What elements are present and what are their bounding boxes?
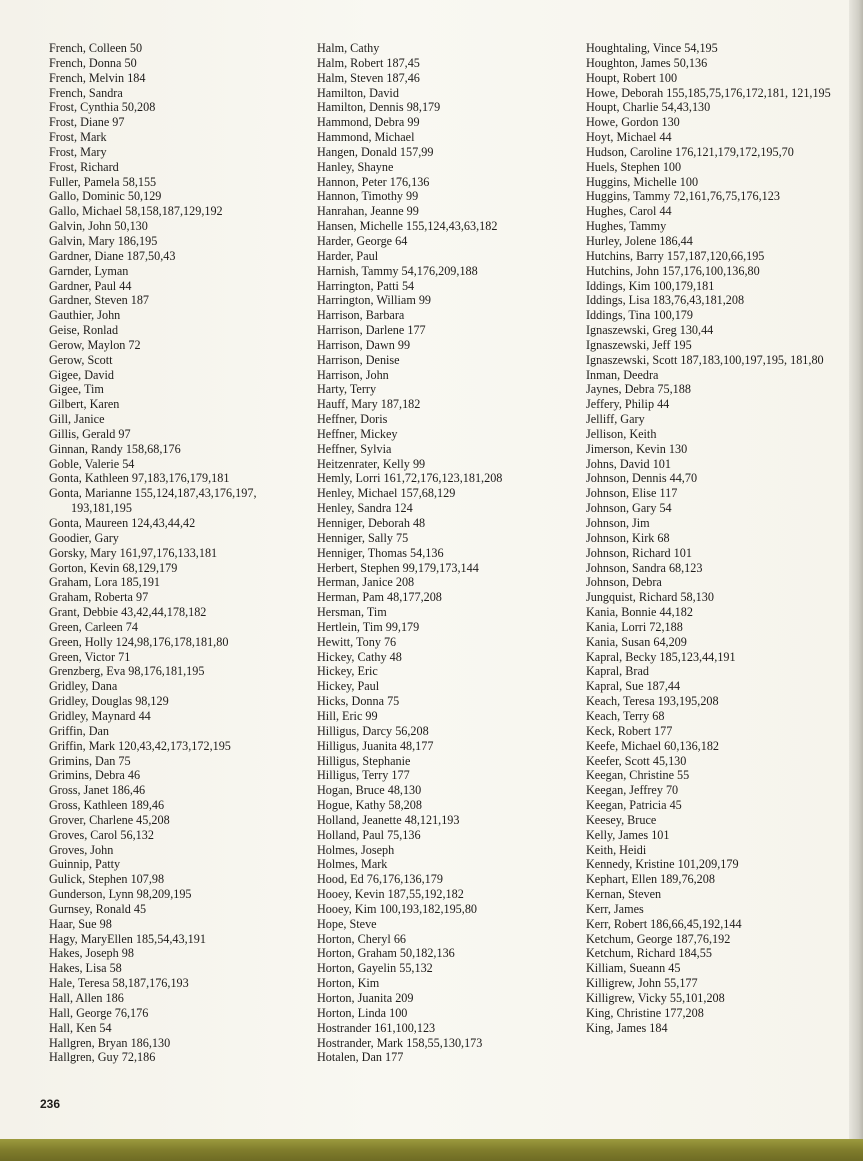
index-entry: Horton, Linda 100 <box>317 1005 408 1020</box>
index-entry: Kelly, James 101 <box>586 827 670 842</box>
index-entry: Johnson, Dennis 44,70 <box>586 471 698 486</box>
index-entry: Green, Victor 71 <box>49 649 131 664</box>
index-entry: Hooey, Kevin 187,55,192,182 <box>317 887 464 902</box>
index-entry: Hutchins, Barry 157,187,120,66,195 <box>586 248 765 263</box>
index-entry: Hallgren, Bryan 186,130 <box>49 1035 171 1050</box>
index-entry: Ketchum, Richard 184,55 <box>586 946 712 961</box>
index-entry: Heffner, Sylvia <box>317 441 392 456</box>
index-entry: Hall, Ken 54 <box>49 1020 112 1035</box>
index-entry: Houghton, James 50,136 <box>586 55 708 70</box>
index-entry: Hakes, Joseph 98 <box>49 946 134 961</box>
page-number: 236 <box>40 1097 61 1111</box>
index-entry: Hilligus, Juanita 48,177 <box>317 738 434 753</box>
index-entry: Hallgren, Guy 72,186 <box>49 1050 156 1065</box>
index-entry: Geise, Ronlad <box>49 323 119 338</box>
index-entry: Hannon, Peter 176,136 <box>317 174 430 189</box>
index-entry: Kerr, James <box>586 901 644 916</box>
index-entry: Gurnsey, Ronald 45 <box>49 901 147 916</box>
index-entry: Gauthier, John <box>49 308 121 323</box>
index-entry: Hudson, Caroline 176,121,179,172,195,70 <box>586 144 794 159</box>
index-entry: Griffin, Mark 120,43,42,173,172,195 <box>49 738 231 753</box>
index-entry: Hilligus, Stephanie <box>317 753 411 768</box>
index-entry: King, James 184 <box>586 1020 668 1035</box>
index-entry: Heffner, Mickey <box>317 426 398 441</box>
index-entry: Jungquist, Richard 58,130 <box>586 590 714 605</box>
index-entry: Gross, Janet 186,46 <box>49 783 146 798</box>
index-entry: Frost, Richard <box>49 159 119 174</box>
index-entry: Jimerson, Kevin 130 <box>586 441 688 456</box>
index-entry: Hagy, MaryEllen 185,54,43,191 <box>49 931 206 946</box>
index-entry: Gardner, Paul 44 <box>49 278 132 293</box>
index-entry: Keegan, Patricia 45 <box>586 798 682 813</box>
index-entry: Gigee, David <box>49 367 114 382</box>
index-entry: Hogan, Bruce 48,130 <box>317 783 422 798</box>
index-entry: Gallo, Dominic 50,129 <box>49 189 162 204</box>
index-entry: French, Melvin 184 <box>49 70 146 85</box>
index-entry: Kapral, Sue 187,44 <box>586 679 681 694</box>
index-entry: Johnson, Elise 117 <box>586 486 678 501</box>
index-entry: Houpt, Robert 100 <box>586 70 678 85</box>
index-entry: Johnson, Kirk 68 <box>586 530 670 545</box>
index-entry: Gonta, Maureen 124,43,44,42 <box>49 516 196 530</box>
index-entry: Kania, Lorri 72,188 <box>586 619 683 634</box>
index-entry: Gunderson, Lynn 98,209,195 <box>49 887 192 902</box>
index-entry: Gardner, Diane 187,50,43 <box>49 248 176 263</box>
index-entry: Iddings, Kim 100,179,181 <box>586 278 715 293</box>
index-entry: Holland, Paul 75,136 <box>317 827 421 842</box>
index-column-3 <box>586 41 848 1036</box>
index-entry: Grant, Debbie 43,42,44,178,182 <box>49 605 207 620</box>
index-entry: French, Sandra <box>49 85 123 100</box>
index-entry: Kephart, Ellen 189,76,208 <box>586 872 715 887</box>
index-entry: Kennedy, Kristine 101,209,179 <box>586 857 739 872</box>
index-entry: Hanley, Shayne <box>317 159 394 174</box>
index-entry: Henniger, Deborah 48 <box>317 516 426 530</box>
index-entry: Gridley, Maynard 44 <box>49 708 151 723</box>
index-entry: Iddings, Tina 100,179 <box>586 308 693 323</box>
index-entry: Hall, Allen 186 <box>49 991 124 1005</box>
index-entry: Huggins, Michelle 100 <box>586 174 699 189</box>
index-entry: Gigee, Tim <box>49 382 104 397</box>
index-entry: Hughes, Carol 44 <box>586 204 672 219</box>
index-entry: Frost, Cynthia 50,208 <box>49 100 156 115</box>
index-entry: Grimins, Debra 46 <box>49 768 141 783</box>
index-entry: Kerr, Robert 186,66,45,192,144 <box>586 916 742 931</box>
index-entry: Harder, George 64 <box>317 233 408 248</box>
index-entry: Hamilton, David <box>317 85 399 100</box>
index-entry: Inman, Deedra <box>586 367 659 382</box>
index-column-2 <box>317 41 585 1065</box>
index-entry: Gonta, Marianne 155,124,187,43,176,197, 193,181,195 <box>49 486 257 516</box>
index-entry: Groves, Carol 56,132 <box>49 827 154 842</box>
index-entry: French, Donna 50 <box>49 55 137 70</box>
index-entry: Horton, Kim <box>317 976 380 991</box>
index-entry: Gilbert, Karen <box>49 397 120 412</box>
index-entry: Ignaszewski, Scott 187,183,100,197,195, 181,80 <box>586 352 824 367</box>
index-entry: Jaynes, Debra 75,188 <box>586 382 691 397</box>
index-entry: Gardner, Steven 187 <box>49 293 150 308</box>
index-entry: Harrison, Barbara <box>317 308 405 323</box>
index-entry: Hilligus, Terry 177 <box>317 768 410 783</box>
index-entry: Halm, Robert 187,45 <box>317 55 420 70</box>
index-entry: Keach, Terry 68 <box>586 708 665 723</box>
index-entry: Graham, Roberta 97 <box>49 590 149 605</box>
index-entry: Grimins, Dan 75 <box>49 753 131 768</box>
index-entry: Harrison, Dawn 99 <box>317 337 411 352</box>
index-entry: Ginnan, Randy 158,68,176 <box>49 441 181 456</box>
index-entry: Ignaszewski, Greg 130,44 <box>586 323 714 338</box>
index-entry: Hogue, Kathy 58,208 <box>317 798 422 813</box>
index-entry: Harrington, William 99 <box>317 293 432 308</box>
index-entry: Hersman, Tim <box>317 605 387 620</box>
index-entry: Goodier, Gary <box>49 530 119 545</box>
index-entry: Gonta, Kathleen 97,183,176,179,181 <box>49 471 230 486</box>
index-entry: Horton, Graham 50,182,136 <box>317 946 455 961</box>
index-entry: Hamilton, Dennis 98,179 <box>317 100 441 115</box>
index-entry: Keefer, Scott 45,130 <box>586 753 687 768</box>
index-entry: Keesey, Bruce <box>586 812 657 827</box>
index-entry: Horton, Juanita 209 <box>317 991 414 1005</box>
index-entry: Hangen, Donald 157,99 <box>317 144 434 159</box>
index-entry: Henley, Michael 157,68,129 <box>317 486 456 501</box>
index-entry: Holland, Jeanette 48,121,193 <box>317 812 460 827</box>
index-entry: Grover, Charlene 45,208 <box>49 812 170 827</box>
index-entry: Gallo, Michael 58,158,187,129,192 <box>49 204 223 219</box>
index-entry: Kernan, Steven <box>586 887 662 902</box>
index-entry: Howe, Gordon 130 <box>586 115 680 130</box>
index-entry: Heffner, Doris <box>317 412 388 427</box>
index-entry: Gulick, Stephen 107,98 <box>49 872 165 887</box>
index-entry: Hammond, Michael <box>317 130 415 145</box>
index-entry: Heitzenrater, Kelly 99 <box>317 456 426 471</box>
index-entry: Goble, Valerie 54 <box>49 456 135 471</box>
index-entry: Halm, Cathy <box>317 41 380 55</box>
index-entry: French, Colleen 50 <box>49 41 143 55</box>
index-entry: Killigrew, Vicky 55,101,208 <box>586 991 725 1005</box>
index-entry: Gridley, Douglas 98,129 <box>49 694 169 709</box>
index-entry: Killigrew, John 55,177 <box>586 976 698 991</box>
index-entry: Griffin, Dan <box>49 723 110 738</box>
index-entry: Horton, Gayelin 55,132 <box>317 961 433 976</box>
index-entry: Hansen, Michelle 155,124,43,63,182 <box>317 219 498 234</box>
index-entry: Hickey, Paul <box>317 679 380 694</box>
page-edge-shadow <box>849 0 863 1161</box>
index-entry: Hickey, Eric <box>317 664 378 679</box>
index-entry: Hooey, Kim 100,193,182,195,80 <box>317 901 478 916</box>
index-entry: Johnson, Sandra 68,123 <box>586 560 703 575</box>
index-entry: Hickey, Cathy 48 <box>317 649 402 664</box>
index-entry: Hotalen, Dan 177 <box>317 1050 404 1065</box>
index-entry: Frost, Diane 97 <box>49 115 125 130</box>
index-entry: Galvin, Mary 186,195 <box>49 233 158 248</box>
index-entry: Howe, Deborah 155,185,75,176,172,181, 121,195 <box>586 85 831 100</box>
index-entry: Hertlein, Tim 99,179 <box>317 619 420 634</box>
index-entry: Iddings, Lisa 183,76,43,181,208 <box>586 293 745 308</box>
index-entry: Keach, Teresa 193,195,208 <box>586 694 719 709</box>
index-entry: Hewitt, Tony 76 <box>317 634 397 649</box>
index-entry: Hall, George 76,176 <box>49 1005 149 1020</box>
index-entry: Johnson, Richard 101 <box>586 545 692 560</box>
index-entry: Herbert, Stephen 99,179,173,144 <box>317 560 479 575</box>
index-entry: Herman, Janice 208 <box>317 575 415 590</box>
index-entry: Killiam, Sueann 45 <box>586 961 681 976</box>
index-entry: Hughes, Tammy <box>586 219 667 234</box>
index-entry: Keith, Heidi <box>586 842 647 857</box>
index-entry: Hill, Eric 99 <box>317 708 378 723</box>
index-entry: Holmes, Joseph <box>317 842 395 857</box>
index-entry: Huggins, Tammy 72,161,76,75,176,123 <box>586 189 780 204</box>
index-entry: Hoyt, Michael 44 <box>586 130 672 145</box>
index-entry: Jeffery, Philip 44 <box>586 397 670 412</box>
index-entry: Harrison, Denise <box>317 352 400 367</box>
index-entry: Kapral, Becky 185,123,44,191 <box>586 649 736 664</box>
index-entry: Harrison, John <box>317 367 389 382</box>
index-entry: Harder, Paul <box>317 248 379 263</box>
index-entry: Keefe, Michael 60,136,182 <box>586 738 720 753</box>
index-entry: Groves, John <box>49 842 114 857</box>
index-entry: Hostrander, Mark 158,55,130,173 <box>317 1035 483 1050</box>
index-entry: Grenzberg, Eva 98,176,181,195 <box>49 664 205 679</box>
index-entry: Harnish, Tammy 54,176,209,188 <box>317 263 478 278</box>
index-column-1 <box>49 41 317 1065</box>
index-entry: Houpt, Charlie 54,43,130 <box>586 100 711 115</box>
index-entry: Johnson, Debra <box>586 575 662 590</box>
index-entry: Horton, Cheryl 66 <box>317 931 407 946</box>
index-entry: Garnder, Lyman <box>49 263 129 278</box>
index-entry: Keegan, Christine 55 <box>586 768 690 783</box>
index-entry: Henley, Sandra 124 <box>317 501 413 516</box>
index-entry: Kapral, Brad <box>586 664 649 679</box>
index-entry: Hakes, Lisa 58 <box>49 961 122 976</box>
index-entry: Harrington, Patti 54 <box>317 278 415 293</box>
index-entry: Hemly, Lorri 161,72,176,123,181,208 <box>317 471 503 486</box>
index-entry: Galvin, John 50,130 <box>49 219 148 234</box>
index-entry: Gill, Janice <box>49 412 105 427</box>
index-entry: Hope, Steve <box>317 916 377 931</box>
index-entry: Keck, Robert 177 <box>586 723 673 738</box>
index-entry: Houghtaling, Vince 54,195 <box>586 41 718 55</box>
index-entry: Gridley, Dana <box>49 679 118 694</box>
index-entry: Johnson, Jim <box>586 516 650 530</box>
index-entry: Holmes, Mark <box>317 857 388 872</box>
index-entry: Harty, Terry <box>317 382 377 397</box>
book-edge-band <box>0 1139 863 1161</box>
index-entry: Graham, Lora 185,191 <box>49 575 161 590</box>
index-entry: Harrison, Darlene 177 <box>317 323 426 338</box>
index-entry: Henniger, Sally 75 <box>317 530 409 545</box>
index-entry: Hannon, Timothy 99 <box>317 189 419 204</box>
index-entry: Hanrahan, Jeanne 99 <box>317 204 419 219</box>
index-entry: Frost, Mary <box>49 144 107 159</box>
index-entry: Ketchum, George 187,76,192 <box>586 931 731 946</box>
index-entry: Gillis, Gerald 97 <box>49 426 131 441</box>
index-entry: Huels, Stephen 100 <box>586 159 682 174</box>
index-entry: Gorsky, Mary 161,97,176,133,181 <box>49 545 218 560</box>
index-entry: Hammond, Debra 99 <box>317 115 420 130</box>
index-entry: Fuller, Pamela 58,155 <box>49 174 157 189</box>
index-entry: Johns, David 101 <box>586 456 671 471</box>
index-entry: Haar, Sue 98 <box>49 916 112 931</box>
index-entry: Johnson, Gary 54 <box>586 501 672 516</box>
index-entry: Herman, Pam 48,177,208 <box>317 590 442 605</box>
index-entry: Kania, Susan 64,209 <box>586 634 687 649</box>
index-entry: Jelliff, Gary <box>586 412 645 427</box>
index-entry: Hood, Ed 76,176,136,179 <box>317 872 443 887</box>
index-entry: Halm, Steven 187,46 <box>317 70 420 85</box>
index-entry: Gross, Kathleen 189,46 <box>49 798 165 813</box>
index-entry: Jellison, Keith <box>586 426 657 441</box>
index-entry: Hilligus, Darcy 56,208 <box>317 723 429 738</box>
index-entry: Green, Carleen 74 <box>49 619 138 634</box>
index-entry: Hicks, Donna 75 <box>317 694 400 709</box>
index-entry: Gerow, Maylon 72 <box>49 337 141 352</box>
index-entry: Ignaszewski, Jeff 195 <box>586 337 692 352</box>
index-entry: Gorton, Kevin 68,129,179 <box>49 560 178 575</box>
index-entry: Hauff, Mary 187,182 <box>317 397 421 412</box>
index-entry: Hostrander 161,100,123 <box>317 1020 436 1035</box>
index-entry: Hurley, Jolene 186,44 <box>586 233 693 248</box>
index-entry: Green, Holly 124,98,176,178,181,80 <box>49 634 229 649</box>
index-entry: Keegan, Jeffrey 70 <box>586 783 679 798</box>
index-entry: King, Christine 177,208 <box>586 1005 704 1020</box>
index-entry: Henniger, Thomas 54,136 <box>317 545 444 560</box>
index-entry: Hale, Teresa 58,187,176,193 <box>49 976 189 991</box>
index-entry: Hutchins, John 157,176,100,136,80 <box>586 263 760 278</box>
index-entry: Guinnip, Patty <box>49 857 121 872</box>
index-entry: Gerow, Scott <box>49 352 113 367</box>
index-entry: Kania, Bonnie 44,182 <box>586 605 693 620</box>
index-entry: Frost, Mark <box>49 130 107 145</box>
